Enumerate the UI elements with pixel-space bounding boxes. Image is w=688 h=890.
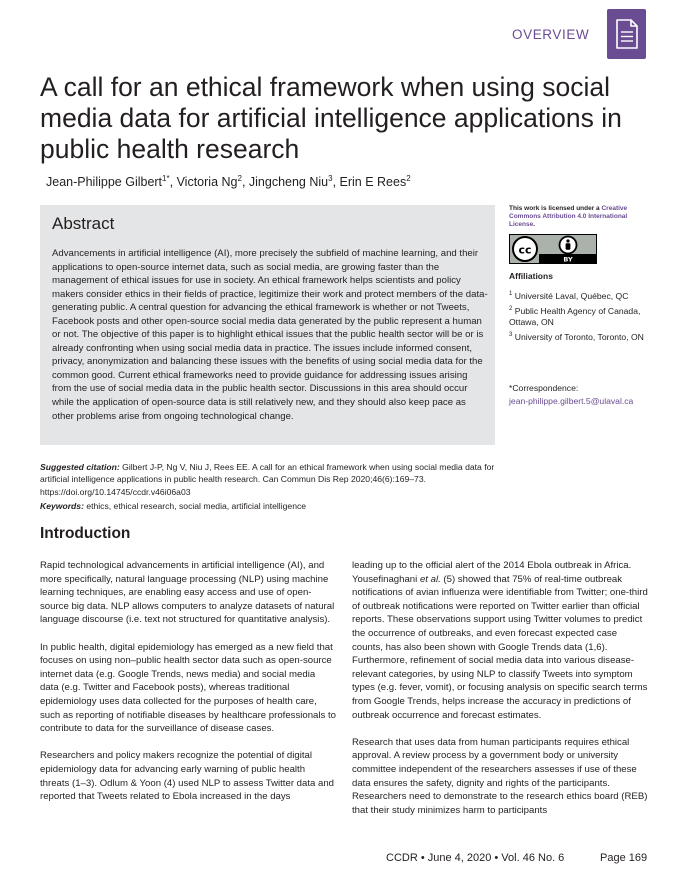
affiliation-text: University of Toronto, Toronto, ON	[514, 332, 644, 342]
author-name: Victoria Ng	[176, 175, 238, 189]
affiliation-text: Université Laval, Québec, QC	[514, 291, 629, 301]
author-name: Erin E Rees	[339, 175, 407, 189]
document-badge	[607, 9, 646, 59]
abstract-text: Advancements in artificial intelligence (AI), more precisely the subfield of machine learning, and their applications to open-source internet data, such as social media, are growing faster than the management of ethical issues for use in society. An ethical framework helps scientists and policy makers consider ethics in their fields of practice, legitimize their work and protect members of the data-generating public. A central question for advancing the ethical framework is whether or not Tweets, Facebook posts and other open-source social media data generated by the public represent a human or not. The objective of this paper is to highlight ethical issues that the public health sector will be or is already confronting when using social media data in practice. The issues include informed consent, privacy, anonymization and balancing these issues with the benefits of using social media data for the common good. Current ethical frameworks need to provide guidance for addressing issues arising from the use of social media data in the public health sector. Discussions in this area should occur while the application of open-source data is still relatively new, and they should also keep pace as other problems arise from ongoing technological change.	[52, 248, 488, 422]
footer-journal-info: CCDR • June 4, 2020 • Vol. 46 No. 6	[386, 852, 565, 864]
license-prefix: This work is licensed under a	[509, 205, 602, 212]
body-paragraph: Researchers and policy makers recognize the potential of digital epidemiology data for advancing early warning of public health threats (1–3). Odlum & Yoon (4) used NLP to assess Twitter data and reported that Tweets related to Ebola increased in the days	[40, 750, 335, 803]
affiliation-item	[509, 332, 669, 343]
correspondence-email[interactable]: jean-philippe.gilbert.5@ulaval.ca	[509, 396, 634, 406]
cc-by-badge[interactable]	[509, 234, 597, 264]
author-marks: 2	[406, 173, 411, 183]
affiliation-item	[509, 306, 669, 328]
keywords	[40, 501, 500, 511]
by-label: BY	[563, 255, 573, 264]
body-paragraph	[352, 559, 648, 722]
body-text-italic: et al.	[419, 573, 441, 585]
body-text: leading up to the official alert of the 2014 Ebola outbreak in Africa. Yousefinaghani	[352, 560, 632, 585]
author-name: Jean-Philippe Gilbert	[46, 175, 163, 189]
citation-text: Gilbert J-P, Ng V, Niu J, Rees EE. A call for an ethical framework when using social media data for artificial intelligence applications in public health research. Can Commun Dis Rep 2020;46(6):169–73. https://doi.org/10.14745/ccdr.v46i06a03	[40, 462, 495, 497]
correspondence-label: *Correspondence:	[509, 383, 579, 393]
affiliation-item	[509, 291, 669, 302]
suggested-citation	[40, 461, 500, 498]
body-column-left	[40, 559, 336, 817]
footer-page-number: Page 169	[600, 852, 648, 864]
author-marks: 3	[328, 173, 333, 183]
author-list: Jean-Philippe Gilbert$^{1*}$, Victoria Ng$^2$, Jingcheng Niu$^3$, Erin E Rees$^2$	[46, 173, 411, 189]
body-paragraph: Rapid technological advancements in artificial intelligence (AI), and more specifically, natural language processing (NLP) using machine learning techniques, are enabling easy access and use of open-source big data. NLP allows computers to analyze datasets of natural language discourse (i.e. text not structured for quantitative analysis).	[40, 560, 335, 626]
cc-by-badge-graphic	[509, 234, 597, 264]
keywords-text: ethics, ethical research, social media, artificial intelligence	[83, 501, 307, 511]
affiliations-heading: Affiliations	[509, 271, 553, 281]
license-notice	[509, 205, 649, 229]
affiliation-number: 1	[509, 291, 513, 298]
section-label: OVERVIEW	[512, 27, 590, 42]
affiliation-number: 2	[509, 306, 513, 313]
body-text: (5) showed that 75% of real-time outbreak notifications of avian influenza were identifiable from Twitter; one-third of outbreak notifications were reported on Twitter earlier than official reports. These observations support using Twitter volumes to predict the occurrence of outbreaks, and even forecast expected case counts, has also been shown with Google Trends data (1,6). Furthermore, refinement of social media data into various disease-relevant categories, by using NLP to classify Tweets into symptom types (e.g. fever, vomit), or focusing analysis on specific search terms from Google Trends, helps increase the accuracy in predictions of outbreak occurrence and forecast estimates.	[352, 573, 648, 721]
license-link[interactable]: Creative Commons Attribution 4.0 International License	[509, 205, 628, 228]
body-paragraph: In public health, digital epidemiology has emerged as a new field that focuses on using non–public health sector data such as open-source internet data (e.g. Google Trends, news media) and social media data (e.g. Twitter and Facebook posts), whereas traditional epidemiology uses data collected for the purposes of health care, such as reporting of notifiable diseases by healthcare professionals to contribute to data for the surveillance of disease cases.	[40, 641, 336, 735]
author-name: Jingcheng Niu	[248, 175, 329, 189]
affiliation-number: 3	[509, 332, 513, 339]
license-suffix: .	[533, 221, 536, 228]
author-marks: 2	[237, 173, 242, 183]
body-paragraph: Research that uses data from human participants requires ethical approval. A review process by a government body or university committee independent of the researchers assesses if use of these data ensures the safety, dignity and rights of the participants. Researchers need to demonstrate to the research ethics board (REB) that their study minimizes harm to participants	[352, 736, 648, 816]
keywords-label: Keywords:	[40, 501, 84, 511]
abstract-heading: Abstract	[52, 214, 115, 233]
affiliation-text: Public Health Agency of Canada, Ottawa, ON	[509, 306, 641, 327]
citation-label: Suggested citation:	[40, 462, 120, 472]
introduction-heading: Introduction	[40, 525, 131, 542]
article-title: A call for an ethical framework when using social media data for artificial intelligence applications in public health research	[40, 72, 622, 164]
cc-label: cc	[518, 243, 532, 257]
body-column-right	[352, 559, 648, 831]
document-icon	[607, 9, 646, 59]
author-marks: 1*	[162, 173, 170, 183]
